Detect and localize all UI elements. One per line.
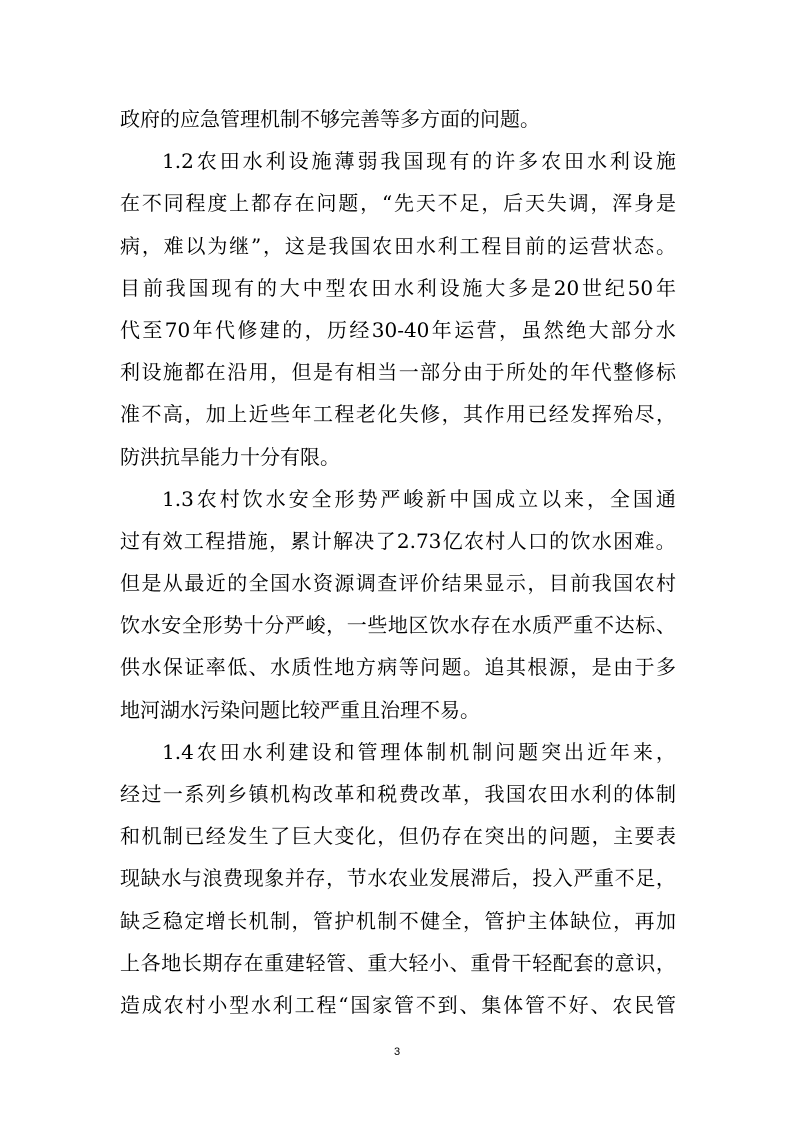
text-line: 在 不 同 程 度 上 都 存 在 问 题 ， “ 先 天 不 足 ， 后 天 失 调 ， 浑 身 是	[120, 191, 676, 216]
text-line: 防洪抗旱能力十分有限。	[120, 444, 340, 469]
text-line: 1.3 农 村 饮 水 安 全 形 势 严 峻 新 中 国 成 立 以 来 ， 全 国 通	[162, 486, 676, 511]
text-line: 地河湖水污染问题比较严重且治理不易。	[120, 697, 480, 722]
text-line: 代 至 70 年 代 修 建 的 ， 历 经 30-40 年 运 营 ， 虽 然 绝 大 部 分 水	[120, 317, 676, 342]
page-number: 3	[393, 1046, 401, 1058]
text-line: 供 水 保 证 率 低 、 水 质 性 地 方 病 等 问 题 。 追 其 根 源 ， 是 由 于 多	[120, 655, 676, 680]
text-line: 政府的应急管理机制不够完善等多方面的问题。	[120, 107, 540, 131]
text-line: 过 有 效 工 程 措 施 ， 累 计 解 决 了 2.73 亿 农 村 人 口 的 饮 水 困 难 。	[120, 528, 676, 553]
text-line: 经 过 一 系 列 乡 镇 机 构 改 革 和 税 费 改 革 ， 我 国 农 田 水 利 的 体 制	[120, 782, 676, 806]
text-line: 造 成 农 村 小 型 水 利 工 程 “ 国 家 管 不 到 、 集 体 管 不 好 、 农 民 管	[120, 992, 676, 1017]
text-line: 饮 水 安 全 形 势 十 分 严 峻 ， 一 些 地 区 饮 水 存 在 水 质 严 重 不 达 标 、	[120, 613, 676, 638]
text-line: 现 缺 水 与 浪 费 现 象 并 存 ， 节 水 农 业 发 展 滞 后 ， 投 入 严 重 不 足 ，	[120, 866, 676, 891]
text-line: 利 设 施 都 在 沿 用 ， 但 是 有 相 当 一 部 分 由 于 所 处 的 年 代 整 修 标	[120, 360, 676, 385]
text-line: 和 机 制 已 经 发 生 了 巨 大 变 化 ， 但 仍 存 在 突 出 的 问 题 ， 主 要 表	[120, 824, 676, 849]
text-line: 但 是 从 最 近 的 全 国 水 资 源 调 查 评 价 结 果 显 示 ， 目 前 我 国 农 村	[120, 571, 676, 596]
text-line: 1.2 农 田 水 利 设 施 薄 弱 我 国 现 有 的 许 多 农 田 水 利 设 施	[162, 149, 676, 174]
text-line: 上 各 地 长 期 存 在 重 建 轻 管 、 重 大 轻 小 、 重 骨 干 轻 配 套 的 意 识 ，	[120, 950, 676, 975]
text-line: 1.4 农 田 水 利 建 设 和 管 理 体 制 机 制 问 题 突 出 近 年 来 ，	[162, 739, 676, 764]
text-line: 目 前 我 国 现 有 的 大 中 型 农 田 水 利 设 施 大 多 是 20 世 纪 50 年	[120, 275, 676, 300]
text-line: 准 不 高 ， 加 上 近 些 年 工 程 老 化 失 修 ， 其 作 用 已 经 发 挥 殆 尽 ，	[120, 402, 676, 427]
text-line: 缺 乏 稳 定 增 长 机 制 ， 管 护 机 制 不 健 全 ， 管 护 主 体 缺 位 ， 再 加	[120, 908, 676, 933]
body-text	[120, 98, 676, 1026]
text-line: 病 ， 难 以 为 继 ” ， 这 是 我 国 农 田 水 利 工 程 目 前 的 运 营 状 态 。	[120, 233, 676, 258]
